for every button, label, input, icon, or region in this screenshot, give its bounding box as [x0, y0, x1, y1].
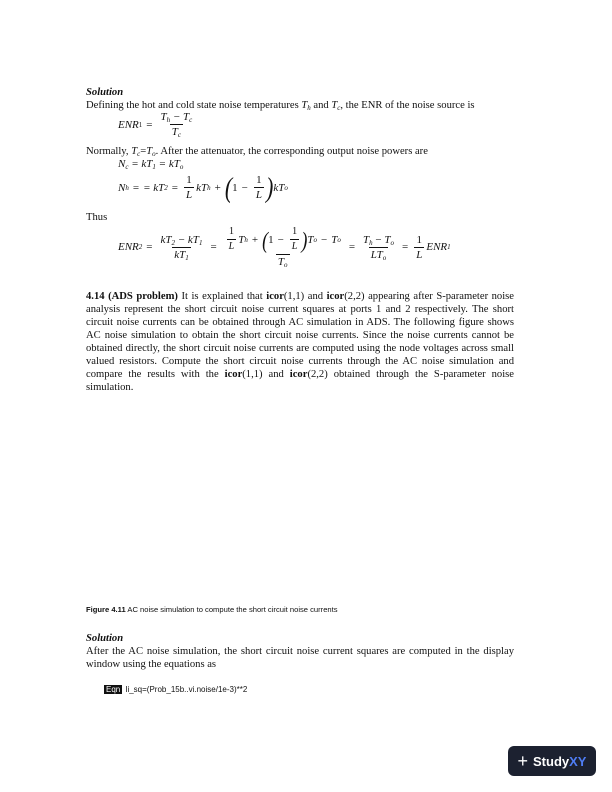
- eq4-num1-sub2: 1: [198, 238, 203, 247]
- eq4-c-t2-sub: o: [390, 238, 394, 247]
- normally-text-b: . After the attenuator, the corresponding output noise powers are: [155, 146, 428, 157]
- badge-accent-text: XY: [569, 753, 587, 769]
- eq3-frac-a-den: L: [185, 189, 193, 201]
- icor-term-3: icor: [224, 369, 243, 380]
- eq3-lhs: N: [118, 181, 126, 194]
- eq3-kto: kT: [273, 181, 285, 194]
- problem-a2: (2,2) appearing after S-parameter noise analysis represent the short circuit noise current squares at ports 1 and 2 respectively. The short circuit noise currents can be obtained through AC simulation in ADS. The following figure shows AC noise simulation to obtain the short circuit noise currents. Since the noise currents cannot be obtained directly, the short circuit noise currents are computed using the node voltages across small valued resistors. Compute the short circuit noise currents through the AC noise simulation and compare the results with the: [86, 291, 515, 380]
- eq4-one-b: 1: [268, 233, 274, 246]
- tc-sub: c: [337, 104, 341, 112]
- eq4-c-t3: T: [376, 248, 383, 261]
- problem-a4: (2,2) obtained through the S-parameter noise simulation.: [86, 369, 515, 393]
- eq2-rest2: = kT: [155, 158, 180, 170]
- eq1-num-sub2: c: [189, 116, 193, 124]
- equation-enr2: ENR 2 = $\frac{kT_2 - kT_1}{kT_1}$ = $\frac{1}{L}$ T h + ( 1 − $\frac{1}{L}$ ) T o − T o $T_o$ = $\frac{T_h - T_o}{LT_o}$ = $\frac{1}{L}$ ENR 1: [118, 226, 451, 269]
- normally-to-sub: o: [152, 150, 156, 158]
- tc-symbol: T: [331, 100, 338, 111]
- eq4-frac-d: [414, 234, 424, 261]
- eq3-frac-a: [184, 174, 194, 201]
- normally-eq: =: [140, 146, 147, 157]
- eq3-kth: kT: [196, 181, 208, 194]
- eq3-kt2: = kT: [143, 181, 165, 194]
- eq4-inner-one-a: 1: [228, 226, 234, 237]
- intro-and: and: [310, 100, 332, 111]
- normally-to: T: [146, 146, 153, 157]
- eq1-num: T: [160, 111, 167, 123]
- eq3-frac-b-den: L: [255, 189, 262, 201]
- solution2-text: After the AC noise simulation, the short circuit noise current squares are computed in the display window using the equations as: [86, 646, 514, 670]
- th-sub: h: [307, 104, 311, 112]
- figure-label: Figure 4.11: [86, 605, 126, 614]
- eq4-frac-b: $\frac{1}{L}$ T h + ( 1 − $\frac{1}{L}$ ) T o − T o $T_o$: [228, 226, 341, 269]
- eq4-num1-b: − kT: [175, 233, 199, 246]
- equation-nh: N h = = kT 2 = $\frac{1}{L}$ kT h + ( 1 − $\frac{1}{L}$ ) kT o: [118, 170, 288, 204]
- eq3-frac-b-num: 1: [256, 174, 262, 186]
- eq1-fraction: [159, 111, 195, 138]
- th-symbol: T: [301, 100, 308, 111]
- eq2-sub3: o: [179, 163, 184, 171]
- equation-enr1: ENR 1 = $\frac{T_h - T_c}{T_c}$: [118, 111, 193, 139]
- normally-text-a: Normally,: [86, 146, 132, 157]
- eq1-lhs: ENR: [118, 118, 139, 131]
- eq4-c-t2: T: [384, 233, 391, 246]
- eqn-text: Ii_sq=(Prob_15b..vi.noise/1e-3)**2: [125, 685, 248, 694]
- eqn-line: [104, 685, 247, 695]
- problem-s1: It is explained that: [177, 291, 267, 302]
- eq4-den1: kT: [174, 248, 186, 261]
- normally-tc: T: [131, 146, 138, 157]
- eq4-frac-a: [159, 234, 205, 261]
- eq4-num1: kT: [160, 233, 172, 246]
- eqn-tag: Eqn: [106, 685, 121, 694]
- eq4-inner-l-a: L: [228, 241, 235, 252]
- eq4-den-t: T: [277, 256, 285, 268]
- problem-a3: (1,1) and: [242, 369, 290, 380]
- eq2-n: N: [118, 158, 126, 170]
- eq1-den: T: [171, 126, 178, 138]
- icor-term-1: icor: [266, 291, 284, 302]
- eq1-num-sub1: h: [166, 116, 171, 124]
- icor-term-2: icor: [326, 291, 345, 302]
- icor-term-4: icor: [289, 369, 308, 380]
- plus-icon: +: [517, 750, 529, 771]
- figure-caption-text: AC noise simulation to compute the short circuit noise currents: [125, 605, 338, 614]
- eq1-den-sub: c: [177, 131, 181, 139]
- problem-a1: (1,1) and: [283, 291, 327, 302]
- problem-number: 4.14 (ADS problem): [86, 291, 178, 302]
- eq4-den-t-sub: o: [284, 261, 288, 269]
- eq4-d-one: 1: [416, 233, 423, 246]
- solution-heading: Solution: [86, 87, 124, 98]
- equation-nc: [118, 158, 183, 170]
- thus-label: Thus: [86, 212, 108, 223]
- eq4-t-o1: T: [307, 233, 314, 246]
- eq2-rest: = kT: [128, 158, 153, 170]
- eq4-num1-sub: 2: [171, 238, 175, 247]
- eq4-c-t1-sub: h: [369, 238, 373, 247]
- eq4-c-t3-sub: o: [382, 253, 387, 262]
- normally-tc-sub: c: [137, 150, 141, 158]
- eq4-c-l: L: [370, 248, 377, 261]
- problem-4-14-paragraph: [86, 290, 514, 394]
- eq4-lhs: ENR: [118, 241, 139, 253]
- figure-caption: [86, 605, 338, 615]
- eq4-t-o2: T: [331, 233, 338, 246]
- eq4-c-t1: T: [363, 233, 370, 246]
- eq2-sub1: c: [125, 163, 129, 171]
- intro-text-b: , the ENR of the noise source is: [340, 100, 475, 111]
- eq1-num-minus: − T: [170, 111, 190, 123]
- intro-text-a: Defining the hot and cold state noise temperatures: [86, 100, 302, 111]
- studyxy-logo-text: [533, 754, 586, 769]
- eq4-d-l: L: [416, 248, 423, 261]
- solution2-heading: Solution: [86, 633, 124, 644]
- studyxy-badge[interactable]: [508, 746, 596, 776]
- eq4-t-h: T: [238, 233, 245, 246]
- badge-text: Study: [533, 753, 570, 769]
- eq4-inner-one-c: 1: [292, 226, 298, 237]
- eq4-inner-l-c: L: [291, 241, 298, 252]
- eq2-sub2: 1: [152, 163, 156, 171]
- eq4-frac-c: $\frac{T_h - T_o}{LT_o}$: [363, 233, 394, 262]
- eq3-frac-a-num: 1: [186, 174, 192, 186]
- normally-line: [86, 145, 428, 158]
- eq4-rhs: ENR: [426, 241, 448, 253]
- eq3-one: 1: [232, 181, 238, 194]
- eq3-frac-b: [254, 174, 264, 201]
- eq4-den1-sub: 1: [185, 253, 189, 262]
